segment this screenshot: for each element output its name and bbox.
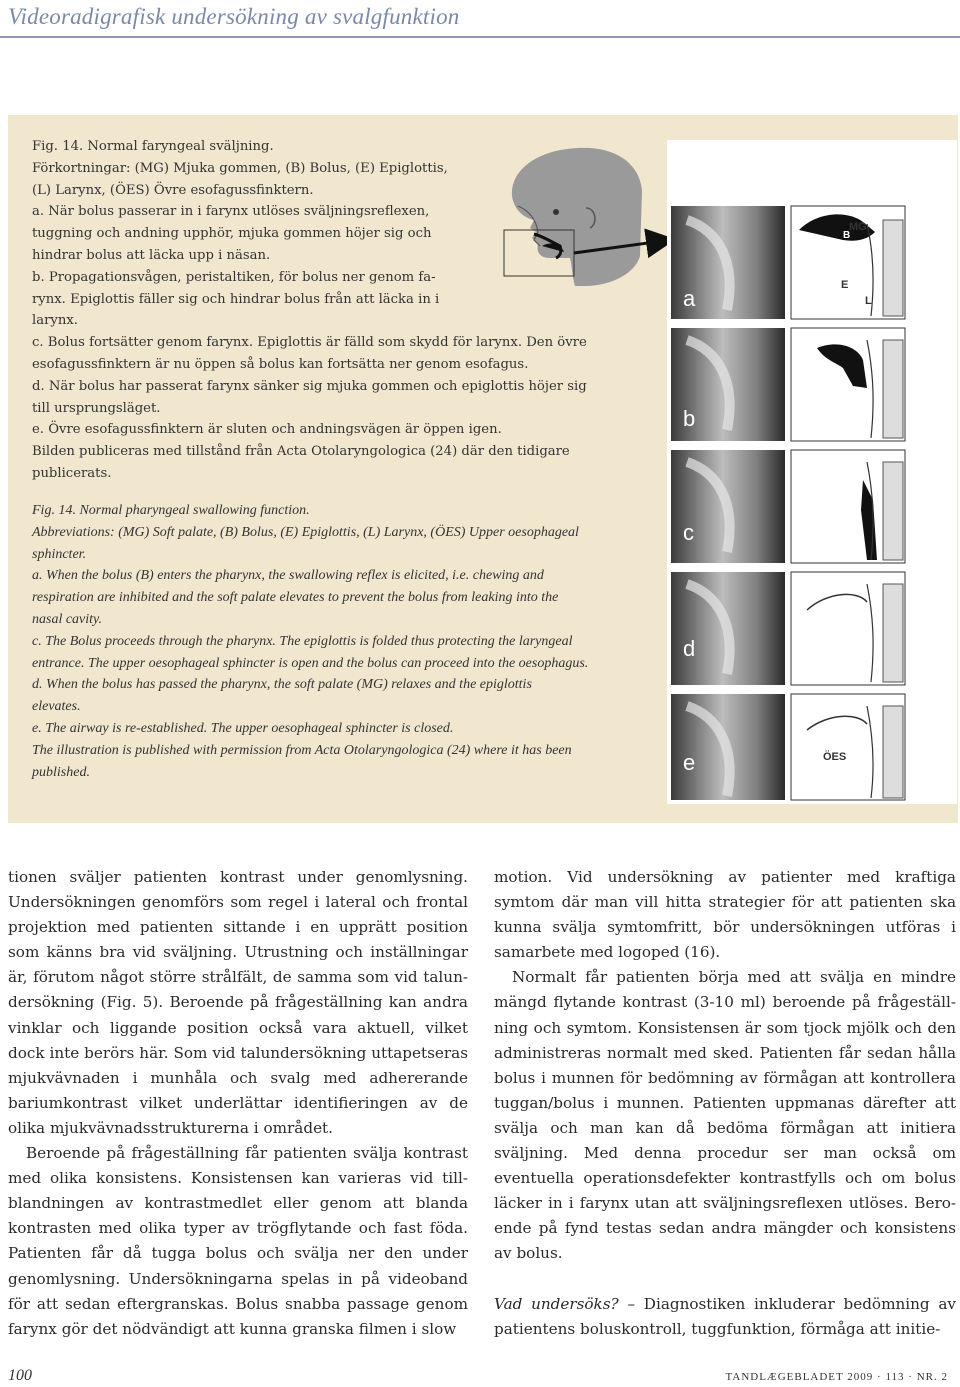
body-column-right: [494, 865, 956, 1342]
caption-line: (L) Larynx, (ÖES) Övre esofagussfinktern.: [32, 182, 314, 198]
body-paragraph: tionen sväljer patienten kontrast under genomlysning. Undersökningen genomförs som regel i lateral och frontal projektion med patienten sittande i en upprätt position som känns bra vid sväljning. Utrustning och inställningar är, förutom något större strålfält, de samma som vid talundersökning (Fig. 5). Beroende på frågeställning kan andra vinklar och liggande position också vara aktuell, vilket dock inte berörs här. Som vid talundersökning uttapetseras mjukvävnaden i munhåla och svalg med adhererande bariumkontrast vilket underlättar identifieringen av de olika mjukvävnadsstrukturerna i området.: [8, 868, 468, 1137]
caption-line: nasal cavity.: [32, 611, 102, 627]
caption-line: b. Propagationsvågen, peristaltiken, för bolus ner genom fa-: [32, 269, 436, 285]
caption-line: publicerats.: [32, 465, 112, 481]
caption-line: larynx.: [32, 313, 78, 329]
caption-line: till ursprungsläget.: [32, 400, 161, 416]
frame-e: [671, 694, 905, 800]
frame-d: [671, 572, 905, 685]
body-paragraph: Beroende på frågeställning får patienten svälja kontrast med olika konsistens. Konsistensen kan varieras vid tillblandningen av kontrastmedlet eller genom att blanda kontrasten med olika typer av trögflytande och fast föda. Patienten får då tugga bolus och svälja ner den under genomlysning. Undersökningarna spelas in på videoband för att sedan eftergranskas. Bolus snabba passage genom farynx gör det nödvändigt att kunna granska filmen i slow: [8, 1144, 468, 1338]
caption-line: respiration are inhibited and the soft palate elevates to prevent the bolus from leaking into the: [32, 590, 559, 606]
caption-line: e. Övre esofagussfinktern är sluten och andningsvägen är öppen igen.: [32, 422, 502, 438]
caption-line: Förkortningar: (MG) Mjuka gommen, (B) Bolus, (E) Epiglottis,: [32, 160, 448, 176]
caption-line: sphincter.: [32, 546, 87, 562]
caption-line: entrance. The upper oesophageal sphincter is open and the bolus can proceed into the oesophagus.: [32, 655, 589, 671]
frame-label-c: c: [683, 520, 694, 545]
frame-b: [671, 328, 905, 441]
caption-line: a. When the bolus (B) enters the pharynx, the swallowing reflex is elicited, i.e. chewing and: [32, 568, 544, 584]
caption-line: Fig. 14. Normal faryngeal sväljning.: [32, 139, 274, 154]
running-header: Videoradigrafisk undersökning av svalgfunktion: [8, 4, 460, 29]
body-paragraph: Normalt får patienten börja med att svälja en mindre mängd flytande kontrast (3-10 ml) beroende på frågeställning och symtom. Konsistensen är som tjock mjölk och den administreras normalt med sked. Patienten får sedan hålla bolus i munnen för bedömning av förmågan att kontrollera tuggan/bolus i munnen. Patienten uppmanas därefter att svälja och man kan då bedöma förmågan att initiera sväljning. Med denna procedur ser man också om eventuella operationsdefekter kontrastfylls och om bolus läcker in i farynx utan att sväljningsreflexen utlöses. Beroende på fynd testas sedan andra mängder och konsistens av bolus.: [494, 968, 956, 1263]
frame-c: [671, 450, 905, 563]
page-number: 100: [8, 1367, 32, 1384]
caption-line: c. Bolus fortsätter genom farynx. Epiglottis är fälld som skydd för larynx. Den övre: [32, 335, 587, 351]
caption-line: d. When the bolus has passed the pharynx, the soft palate (MG) relaxes and the epiglottis: [32, 677, 532, 693]
section-heading: Vad undersöks?: [494, 1294, 619, 1313]
caption-line: rynx. Epiglottis fäller sig och hindrar bolus från att läcka in i: [32, 291, 440, 307]
paragraph-gap: [494, 1267, 956, 1292]
frame-label-a: a: [683, 286, 696, 311]
caption-line: The illustration is published with permission from Acta Otolaryngologica (24) where it has been: [32, 742, 572, 758]
frame-label-e: e: [683, 750, 696, 775]
journal-footer: TANDLÆGEBLADET 2009 · 113 · NR. 2: [725, 1371, 948, 1383]
caption-line: d. När bolus har passerat farynx sänker sig mjuka gommen och epiglottis höjer sig: [32, 378, 587, 394]
body-column-left: [8, 865, 468, 1342]
caption-line: published.: [32, 764, 90, 780]
label-e: E: [841, 279, 849, 291]
body-paragraph-section: [494, 1292, 956, 1342]
frame-label-d: d: [683, 636, 696, 661]
caption-line: Abbreviations: (MG) Soft palate, (B) Bolus, (E) Epiglottis, (L) Larynx, (ÖES) Upper oesophageal: [32, 524, 579, 540]
caption-line: e. The airway is re-established. The upper oesophageal sphincter is closed.: [32, 720, 454, 736]
caption-line: esofagussfinktern är nu öppen så bolus kan fortsätta ner genom esofagus.: [32, 356, 529, 372]
caption-line: elevates.: [32, 699, 81, 715]
caption-line: c. The Bolus proceeds through the pharynx. The epiglottis is folded thus protecting the laryngeal: [32, 633, 573, 649]
caption-line: a. När bolus passerar in i farynx utlöses sväljningsreflexen,: [32, 204, 430, 220]
caption-line: hindrar bolus att läcka upp i näsan.: [32, 247, 271, 263]
label-b: B: [843, 230, 851, 241]
caption-line: Fig. 14. Normal pharyngeal swallowing function.: [32, 503, 310, 518]
caption-line: tuggning och andning upphör, mjuka gommen höjer sig och: [32, 226, 432, 242]
label-mg: MG: [849, 221, 867, 233]
english-caption: [32, 500, 632, 783]
label-l: L: [865, 295, 872, 307]
frame-label-b: b: [683, 406, 696, 431]
label-oes: ÖES: [823, 751, 847, 763]
body-paragraph: motion. Vid undersökning av patienter med kraftiga symtom där man vill hitta strategier för att patienten ska kunna svälja symtomfritt, bör undersökningen utföras i samarbete med logoped (16).: [494, 868, 956, 962]
swallow-sequence-panel: [667, 140, 957, 804]
caption-line: Bilden publiceras med tillstånd från Acta Otolaryngologica (24) där den tidigare: [32, 444, 570, 460]
header-rule: [0, 36, 960, 38]
section-text: – Diagnostiken inkluderar bedömning av patientens boluskontroll, tuggfunktion, förmåga att initie-: [494, 1294, 956, 1338]
